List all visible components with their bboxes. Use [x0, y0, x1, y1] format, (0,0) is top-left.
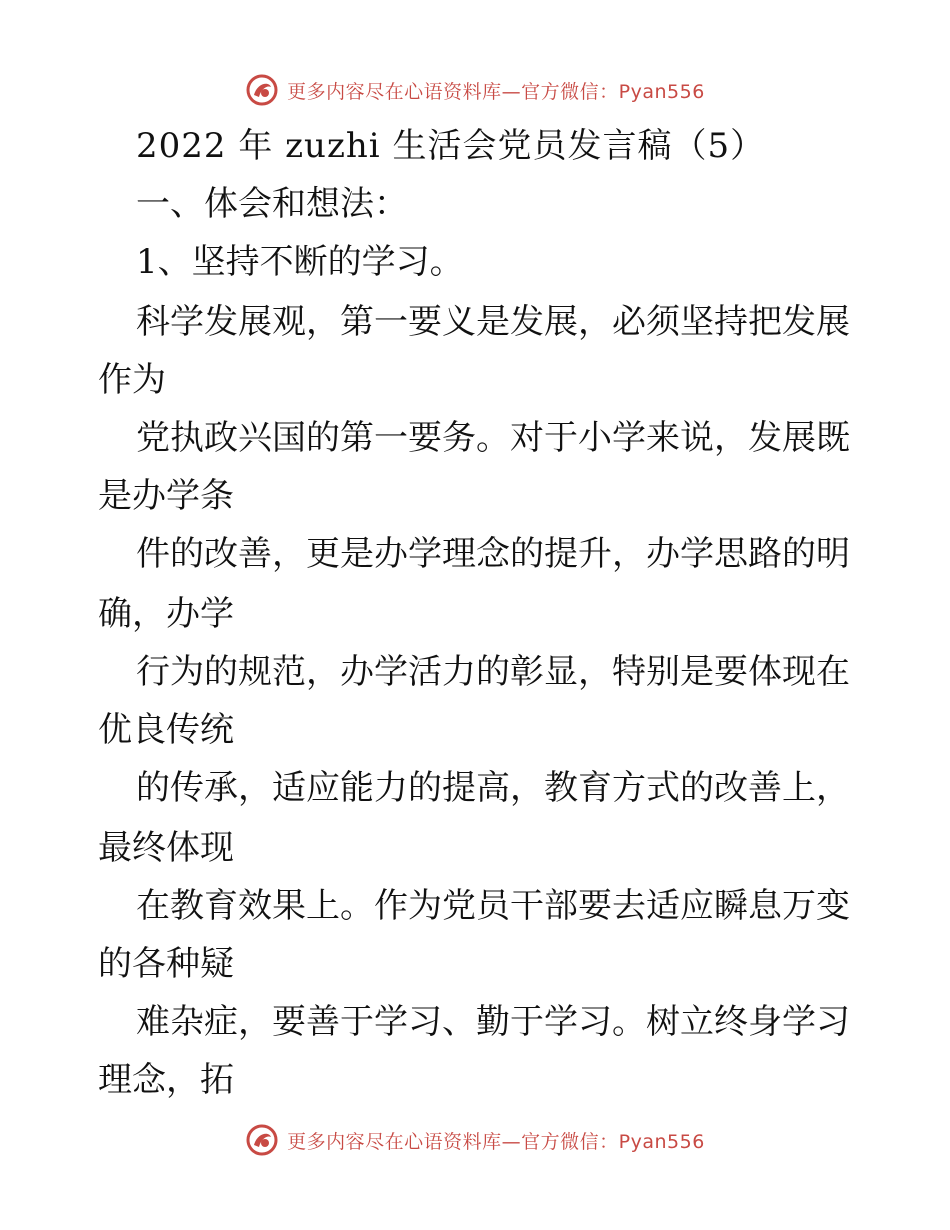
- subsection-heading: 1、坚持不断的学习。: [136, 242, 464, 282]
- paragraph-line: 确，办学: [98, 594, 234, 634]
- paragraph-line: 的传承，适应能力的提高，教育方式的改善上，: [136, 768, 850, 808]
- section-heading: 一、体会和想法：: [136, 184, 408, 224]
- paragraph-line: 科学发展观，第一要义是发展，必须坚持把发展: [136, 302, 850, 342]
- paragraph-line: 是办学条: [98, 476, 234, 516]
- red-swirl-logo-icon: [245, 1123, 279, 1157]
- watermark-footer: [0, 1122, 950, 1158]
- paragraph-line: 难杂症，要善于学习、勤于学习。树立终身学习: [136, 1002, 850, 1042]
- paragraph-line: 优良传统: [98, 710, 234, 750]
- paragraph-line: 党执政兴国的第一要务。对于小学来说，发展既: [136, 418, 850, 458]
- watermark-text: 更多内容尽在心语资料库—官方微信：Pyan556: [287, 80, 705, 103]
- paragraph-line: 件的改善，更是办学理念的提升，办学思路的明: [136, 534, 850, 574]
- document-title: 2022 年 zuzhi 生活会党员发言稿（5）: [136, 126, 766, 166]
- paragraph-line: 在教育效果上。作为党员干部要去适应瞬息万变: [136, 886, 850, 926]
- watermark-text: 更多内容尽在心语资料库—官方微信：Pyan556: [287, 1130, 705, 1153]
- paragraph-line: 理念，拓: [98, 1060, 234, 1100]
- paragraph-line: 最终体现: [98, 828, 234, 868]
- paragraph-line: 作为: [98, 360, 166, 400]
- red-swirl-logo-icon: [245, 73, 279, 107]
- paragraph-line: 行为的规范，办学活力的彰显，特别是要体现在: [136, 652, 850, 692]
- paragraph-line: 的各种疑: [98, 944, 234, 984]
- watermark-header: [0, 72, 950, 108]
